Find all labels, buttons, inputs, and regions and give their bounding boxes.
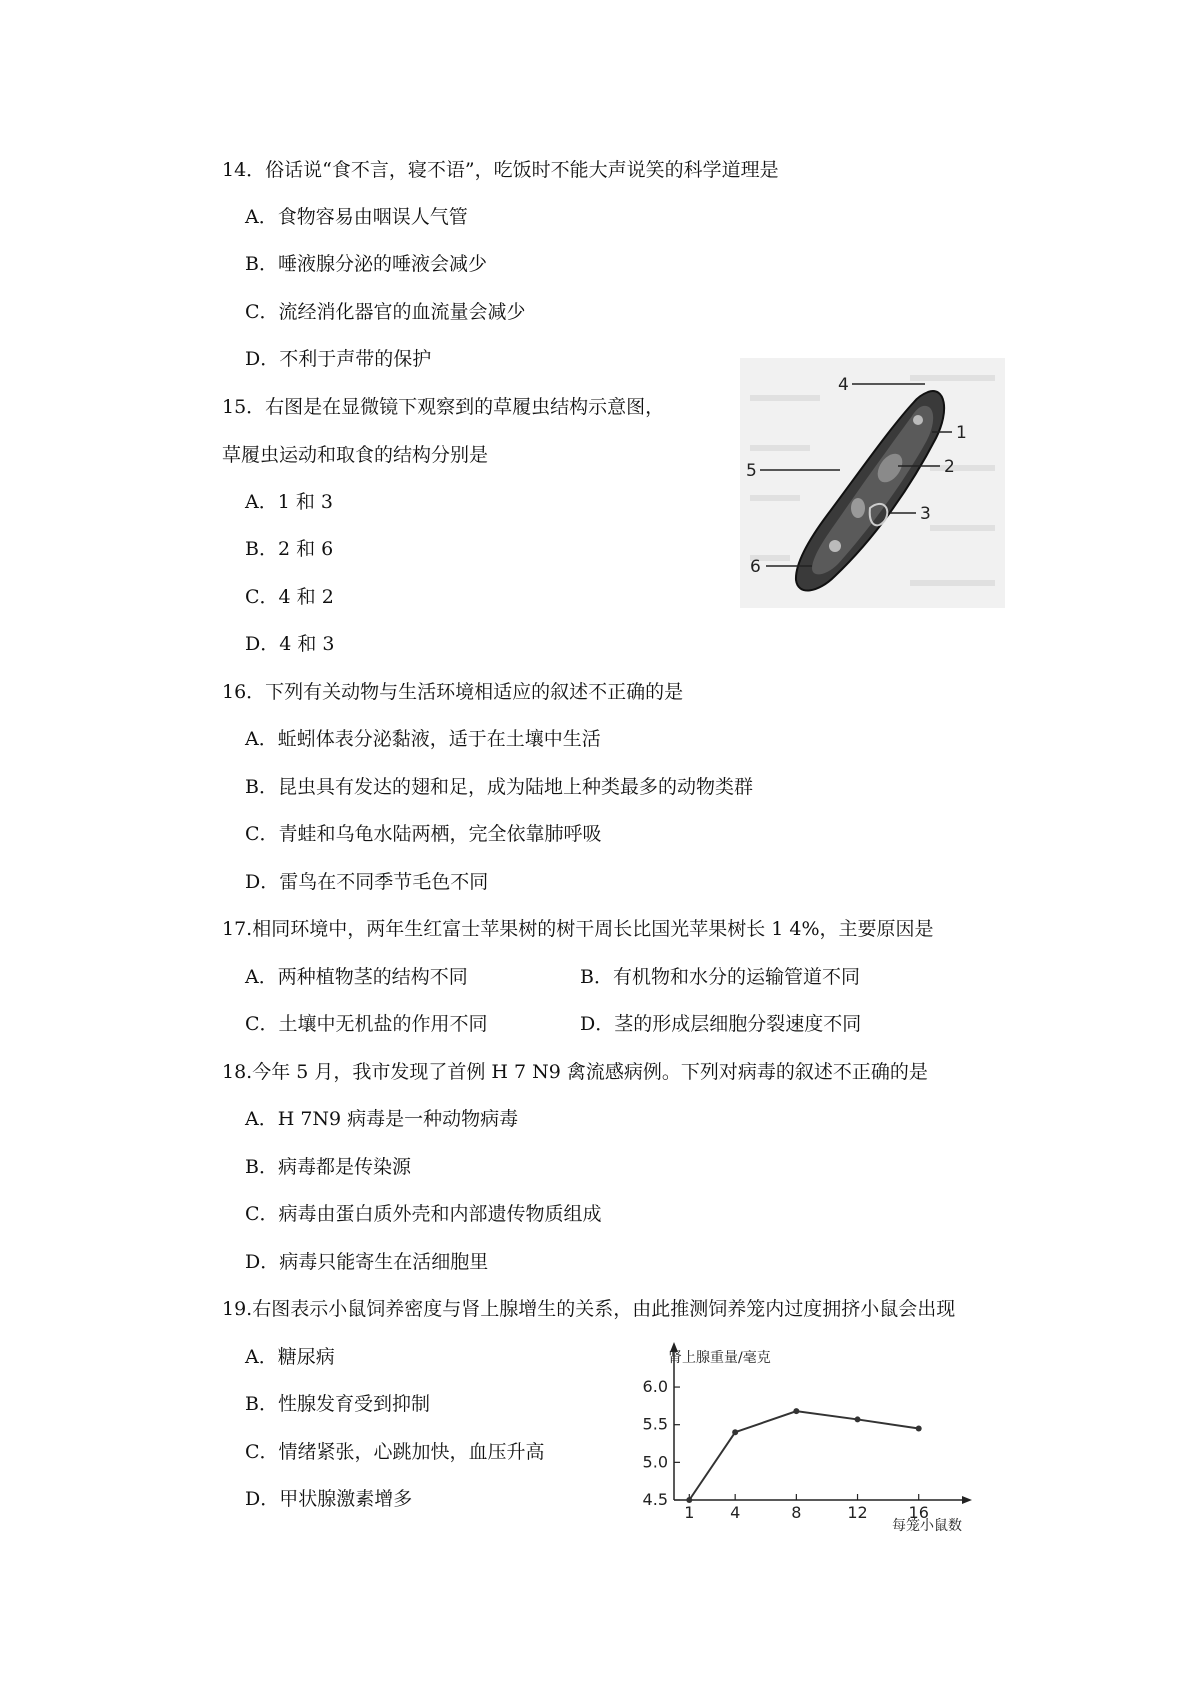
question-14-option-b: B．唾液腺分泌的唾液会减少 [245, 253, 487, 275]
chart-x-tick-label: 4 [730, 1503, 741, 1522]
adrenal-weight-chart [620, 1338, 1000, 1538]
question-19-option-a: A．糖尿病 [245, 1346, 335, 1368]
chart-data-point [855, 1416, 861, 1422]
question-19-option-c: C．情绪紧张，心跳加快，血压升高 [245, 1441, 545, 1463]
question-17-option-a: A．两种植物茎的结构不同 [245, 966, 468, 988]
question-17-option-d: D．茎的形成层细胞分裂速度不同 [580, 1013, 862, 1035]
chart-x-tick-label: 12 [847, 1503, 868, 1522]
chart-series-line [689, 1411, 918, 1500]
chart-x-axis-arrow [962, 1496, 972, 1504]
chart-y-tick-label: 5.0 [642, 1452, 668, 1472]
question-14-option-c: C．流经消化器官的血流量会减少 [245, 301, 526, 323]
figure-label-5: 5 [746, 461, 757, 481]
chart-data-point [916, 1425, 922, 1431]
chart-x-tick-label: 16 [908, 1503, 929, 1522]
question-16-stem: 16．下列有关动物与生活环境相适应的叙述不正确的是 [222, 681, 684, 703]
chart-y-tick-label: 4.5 [642, 1490, 668, 1509]
question-15-stem: 15．右图是在显微镜下观察到的草履虫结构示意图， [222, 396, 665, 418]
question-17-option-c: C．土壤中无机盐的作用不同 [245, 1013, 488, 1035]
chart-y-tick-label: 6.0 [642, 1377, 668, 1397]
question-16-option-b: B．昆虫具有发达的翅和足，成为陆地上种类最多的动物类群 [245, 776, 753, 798]
question-14-option-a: A．食物容易由咽误人气管 [245, 206, 468, 228]
question-19-option-b: B．性腺发育受到抑制 [245, 1393, 430, 1415]
question-14-option-d: D．不利于声带的保护 [245, 348, 432, 370]
figure-label-1: 1 [956, 423, 967, 443]
chart-x-tick-label: 8 [791, 1503, 802, 1522]
question-15-option-c: C．4 和 2 [245, 586, 334, 608]
chart-x-axis-label: 每笼小鼠数 [892, 1518, 962, 1534]
question-19-stem: 19.右图表示小鼠饲养密度与肾上腺增生的关系，由此推测饲养笼内过度拥挤小鼠会出现 [222, 1298, 956, 1320]
chart-data-point [732, 1429, 738, 1435]
question-18-stem: 18.今年 5 月，我市发现了首例 H 7 N9 禽流感病例。下列对病毒的叙述不正确的是 [222, 1061, 928, 1083]
chart-x-tick-label: 1 [684, 1503, 695, 1522]
question-17-option-b: B．有机物和水分的运输管道不同 [580, 966, 860, 988]
question-15-option-d: D．4 和 3 [245, 633, 335, 655]
question-18-option-c: C．病毒由蛋白质外壳和内部遗传物质组成 [245, 1203, 602, 1225]
figure-label-4: 4 [838, 375, 849, 395]
question-15-option-b: B．2 和 6 [245, 538, 334, 560]
question-19-option-d: D．甲状腺激素增多 [245, 1488, 413, 1510]
chart-y-axis-label: 肾上腺重量/毫克 [668, 1350, 771, 1366]
chart-series [686, 1408, 921, 1503]
question-15-option-a: A．1 和 3 [245, 491, 333, 513]
chart-data-point [686, 1497, 692, 1503]
chart-axes [670, 1342, 972, 1504]
question-15-stem-line2: 草履虫运动和取食的结构分别是 [222, 444, 489, 466]
paramecium-figure [740, 358, 1005, 608]
question-16-option-d: D．雷鸟在不同季节毛色不同 [245, 871, 489, 893]
figure-label-6: 6 [750, 557, 761, 577]
question-16-option-a: A．蚯蚓体表分泌黏液，适于在土壤中生活 [245, 728, 601, 750]
question-18-option-d: D．病毒只能寄生在活细胞里 [245, 1251, 489, 1273]
question-18-option-b: B．病毒都是传染源 [245, 1156, 411, 1178]
question-14-stem: 14．俗话说“食不言，寝不语”，吃饭时不能大声说笑的科学道理是 [222, 159, 779, 181]
chart-data-point [793, 1408, 799, 1414]
question-17-stem: 17.相同环境中，两年生红富士苹果树的树干周长比国光苹果树长 1 4%，主要原因是 [222, 918, 934, 940]
chart-y-tick-label: 5.5 [642, 1414, 668, 1434]
figure-label-3: 3 [920, 504, 931, 524]
question-18-option-a: A．H 7N9 病毒是一种动物病毒 [245, 1108, 519, 1130]
figure-label-2: 2 [944, 457, 955, 477]
question-16-option-c: C．青蛙和乌龟水陆两栖，完全依靠肺呼吸 [245, 823, 602, 845]
